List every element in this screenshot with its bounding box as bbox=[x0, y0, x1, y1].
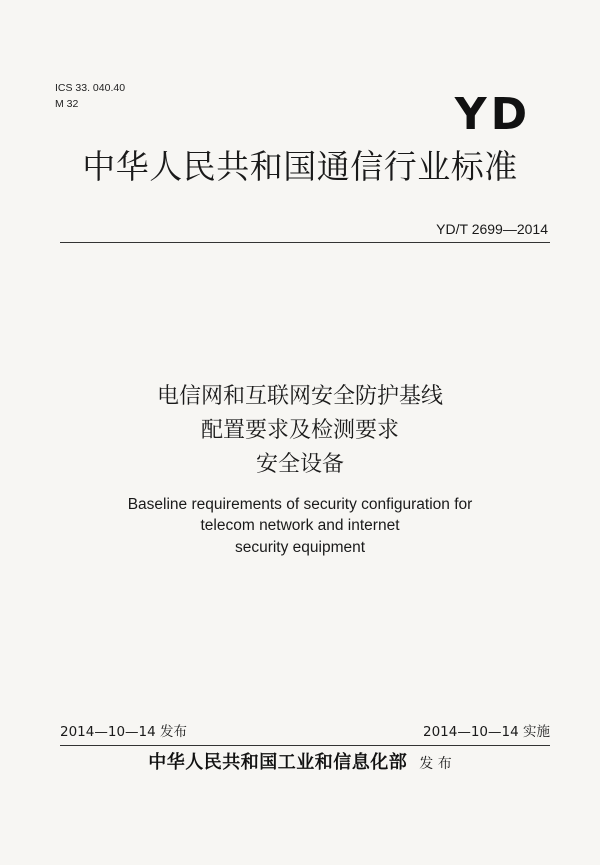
ics-code: ICS 33. 040.40 bbox=[55, 82, 126, 94]
english-title-line-3: security equipment bbox=[234, 539, 366, 556]
chinese-title-line-3: 安全设备 bbox=[255, 452, 344, 477]
footer-divider bbox=[60, 745, 550, 746]
chinese-title-line-2: 配置要求及检测要求 bbox=[200, 418, 399, 443]
issuer-name: 中华人民共和国工业和信息化部 bbox=[148, 752, 408, 773]
yd-logo: YD bbox=[454, 89, 532, 140]
english-title-line-2: telecom network and internet bbox=[200, 517, 400, 534]
issue-date: 2014—10—14 发布 bbox=[60, 724, 188, 740]
issuer-action: 发 布 bbox=[419, 756, 452, 772]
standard-category-title: 中华人民共和国通信行业标准 bbox=[82, 147, 518, 186]
standard-number: YD/T 2699—2014 bbox=[436, 221, 548, 237]
implementation-date: 2014—10—14 实施 bbox=[422, 724, 550, 740]
chinese-title-line-1: 电信网和互联网安全防护基线 bbox=[156, 384, 443, 409]
ccs-code: M 32 bbox=[55, 98, 79, 110]
header-divider bbox=[60, 242, 550, 243]
english-title-line-1: Baseline requirements of security configuration for bbox=[127, 496, 473, 513]
issuer-line bbox=[0, 754, 600, 772]
